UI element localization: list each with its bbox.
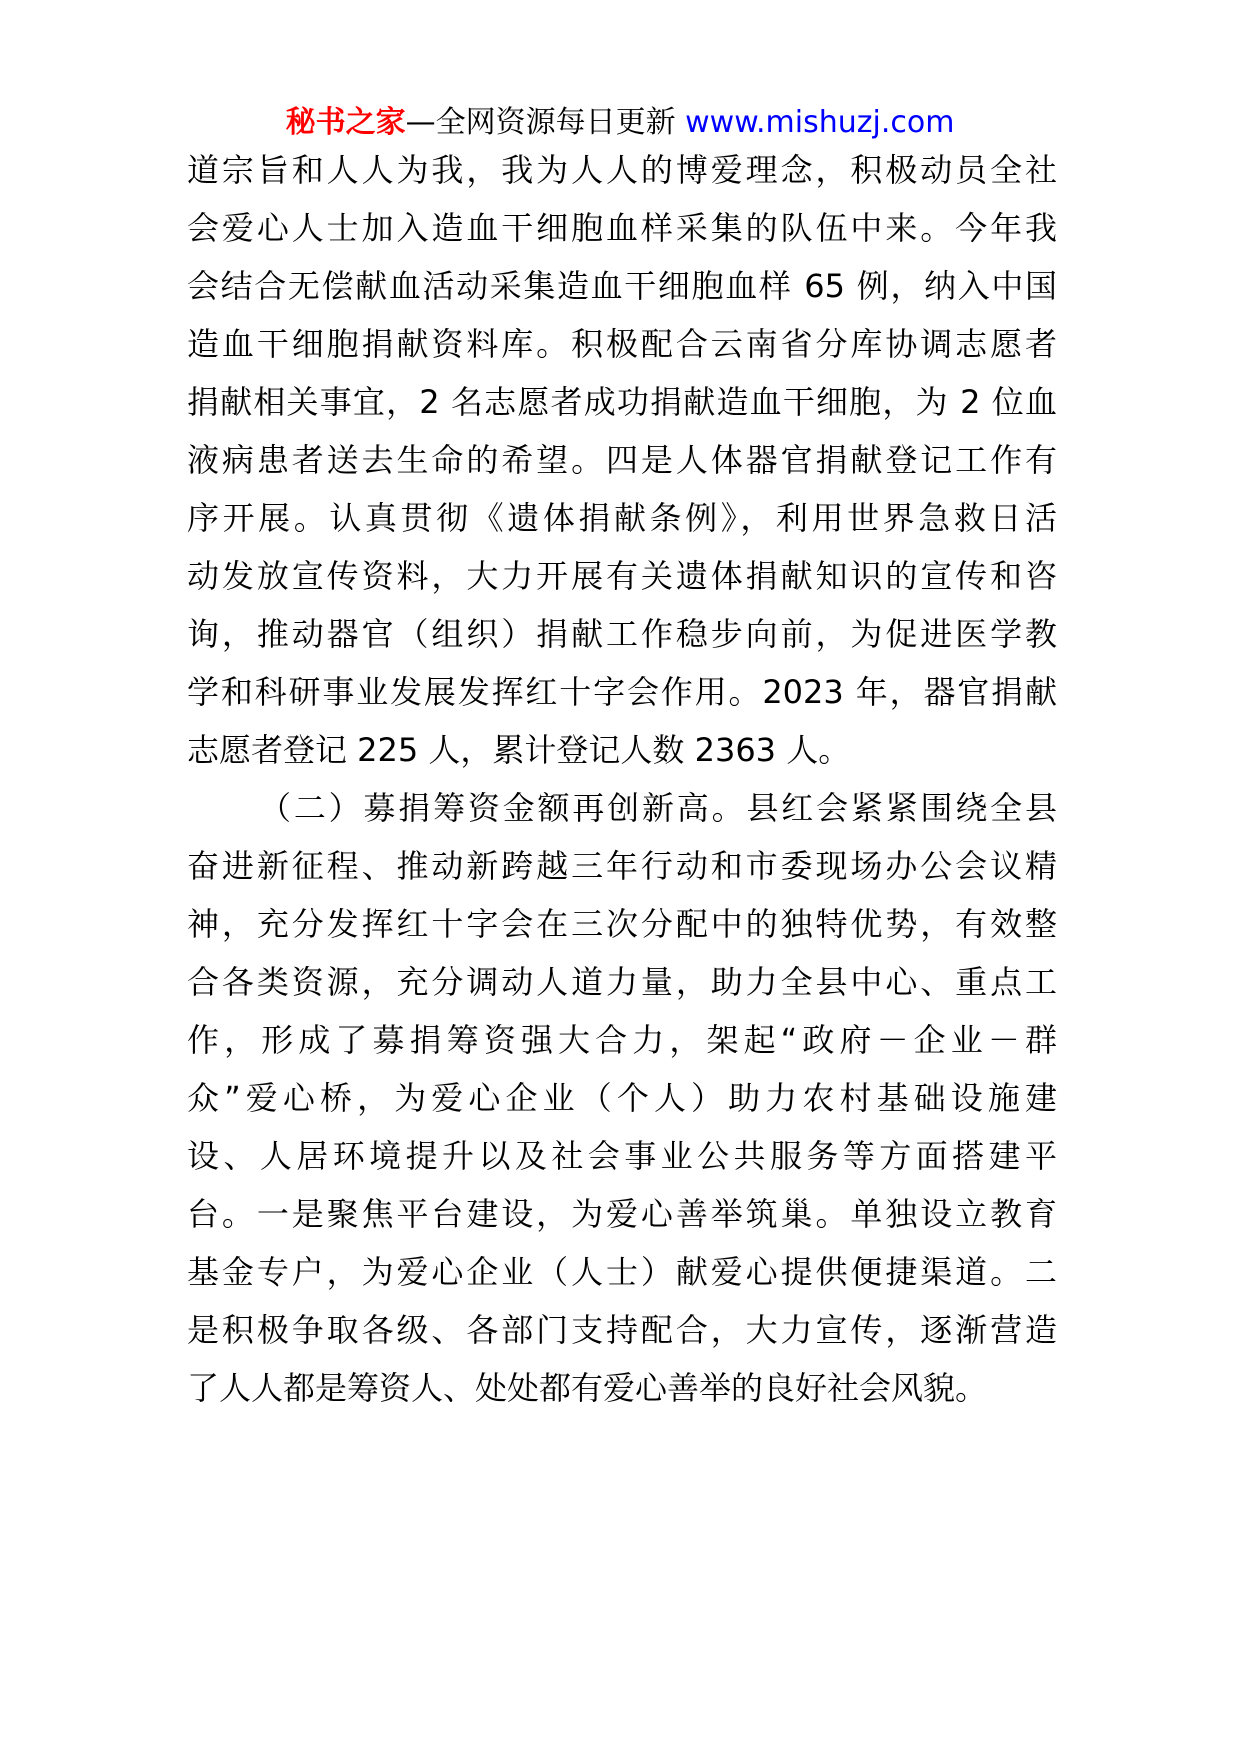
text-line: 询，推动器官（组织）捐献工作稳步向前，为促进医学教 [187,615,1057,653]
text-line: 了人人都是筹资人、处处都有爱心善举的良好社会风貌。 [187,1369,988,1407]
text-line: 液病患者送去生命的希望。四是人体器官捐献登记工作有 [187,441,1057,479]
text-line: 学和科研事业发展发挥红十字会作用。2023 年，器官捐献 [187,673,1057,711]
text-line: 台。一是聚焦平台建设，为爱心善举筑巢。单独设立教育 [187,1195,1057,1233]
text-line: 合各类资源，充分调动人道力量，助力全县中心、重点工 [187,963,1057,1001]
text-line: 奋进新征程、推动新跨越三年行动和市委现场办公会议精 [187,847,1057,885]
text-line: 是积极争取各级、各部门支持配合，大力宣传，逐渐营造 [187,1311,1057,1349]
text-line: 志愿者登记 225 人，累计登记人数 2363 人。 [187,731,851,769]
text-line: 动发放宣传资料，大力开展有关遗体捐献知识的宣传和咨 [187,557,1057,595]
text-line: 序开展。认真贯彻《遗体捐献条例》，利用世界急救日活 [187,499,1057,537]
text-line: 捐献相关事宜，2 名志愿者成功捐献造血干细胞，为 2 位血 [187,383,1057,421]
text-line: 造血干细胞捐献资料库。积极配合云南省分库协调志愿者 [187,325,1057,363]
text-line: 基金专户，为爱心企业（人士）献爱心提供便捷渠道。二 [187,1253,1057,1291]
text-line: 道宗旨和人人为我，我为人人的博爱理念，积极动员全社 [187,151,1057,189]
text-line: 神，充分发挥红十字会在三次分配中的独特优势，有效整 [187,905,1057,943]
text-line: 作，形成了募捐筹资强大合力，架起“政府－企业－群 [187,1021,1057,1059]
text-line: 众”爱心桥，为爱心企业（个人）助力农村基础设施建 [187,1079,1057,1117]
site-brand: 秘书之家 [285,105,406,140]
site-url-link[interactable]: www.mishuzj.com [685,105,955,140]
site-slogan: —全网资源每日更新 [405,105,676,140]
section-heading-line: （二）募捐筹资金额再创新高。县红会紧紧围绕全县 [259,789,1057,827]
text-line: 会结合无偿献血活动采集造血干细胞血样 65 例，纳入中国 [187,267,1057,305]
text-line: 设、人居环境提升以及社会事业公共服务等方面搭建平 [187,1137,1057,1175]
text-line: 会爱心人士加入造血干细胞血样采集的队伍中来。今年我 [187,209,1057,247]
